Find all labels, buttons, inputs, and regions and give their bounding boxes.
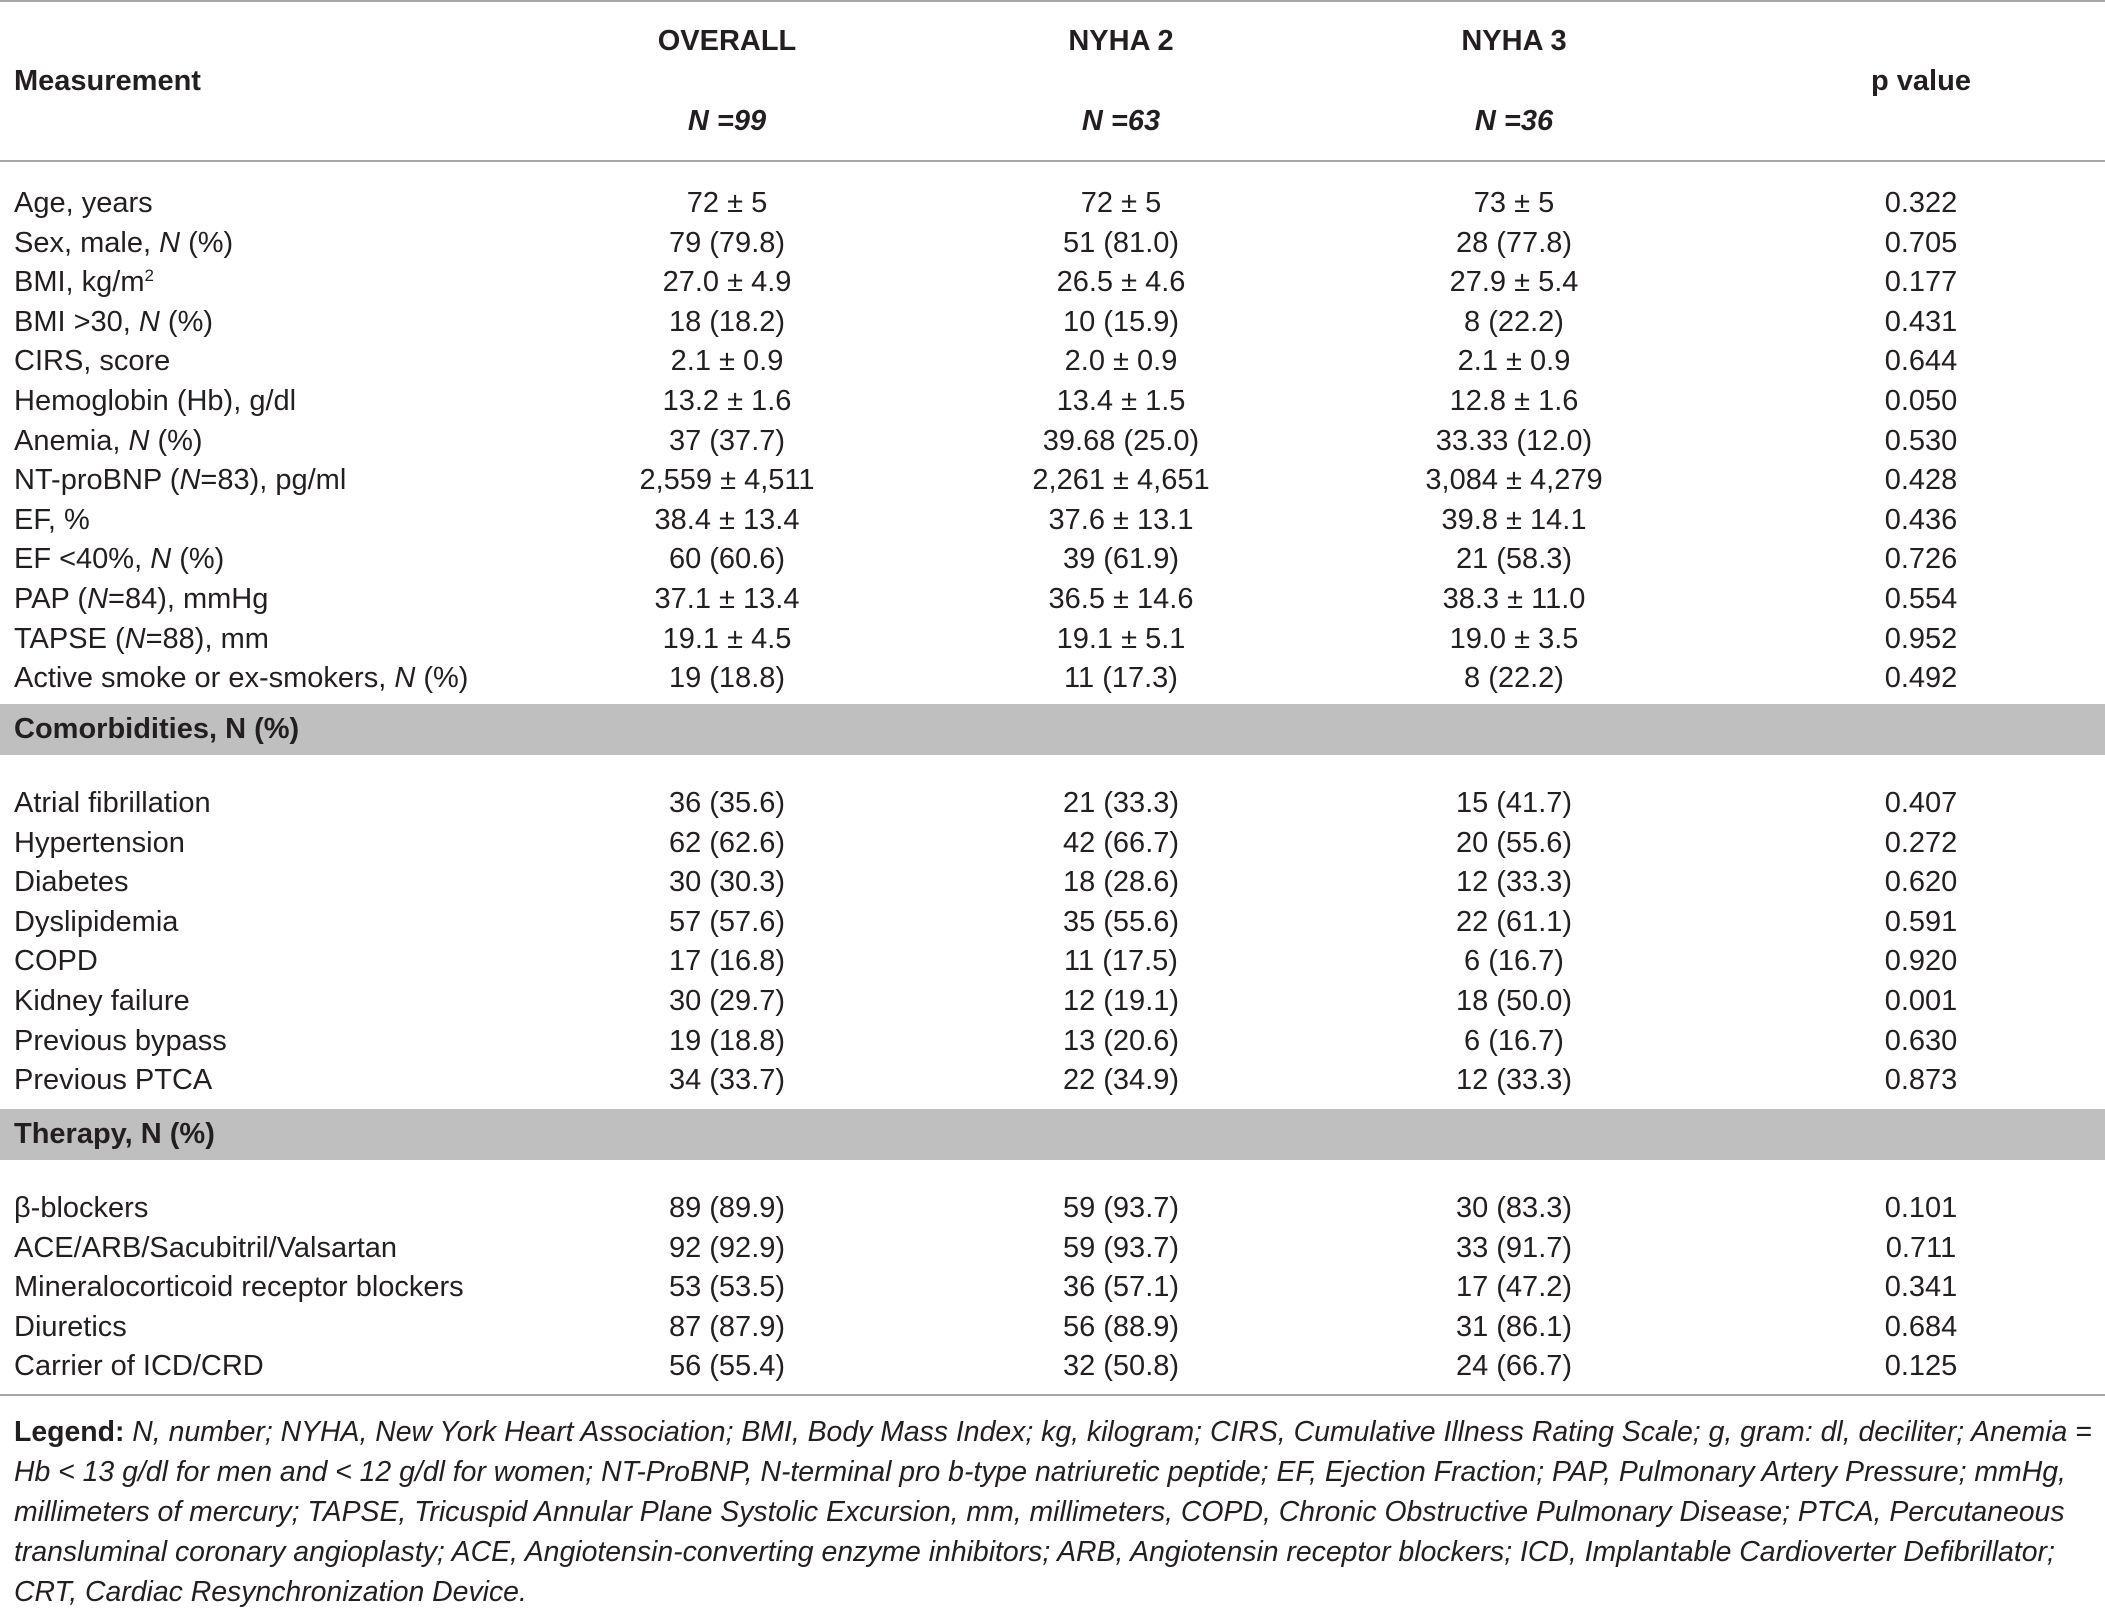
cell-overall: 13.2 ± 1.6: [662, 385, 792, 417]
table-row: [0, 981, 2105, 1021]
table-row: [0, 341, 2105, 381]
cell-nyha2: 11 (17.3): [1064, 662, 1178, 695]
row-label: CIRS, score: [14, 345, 171, 378]
cell-nyha2: 36.5 ± 14.6: [1048, 583, 1194, 615]
bottom-rule: [0, 1394, 2105, 1396]
cell-nyha3: 17 (47.2): [1455, 1271, 1573, 1304]
row-label: Kidney failure: [14, 985, 190, 1017]
cell-nyha2: 35 (55.6): [1062, 905, 1180, 938]
cell-nyha3: 12 (33.3): [1455, 1064, 1573, 1097]
row-label: Mineralocorticoid receptor blockers: [14, 1271, 464, 1304]
top-rule: [0, 0, 2105, 2]
cell-nyha2: 2.0 ± 0.9: [1064, 345, 1178, 378]
row-label: Age, years: [14, 187, 153, 219]
cell-nyha2: 10 (15.9): [1062, 305, 1180, 338]
cell-nyha2: 59 (93.7): [1062, 1192, 1180, 1224]
table-row: [0, 1021, 2105, 1061]
cell-overall: 19.1 ± 4.5: [662, 622, 792, 655]
row-label: EF <40%, N (%): [14, 543, 225, 576]
header-rule: [0, 160, 2105, 162]
cell-p: 0.726: [1884, 543, 1958, 576]
cell-p: 0.644: [1884, 345, 1958, 378]
cell-nyha3: 18 (50.0): [1455, 985, 1573, 1017]
cell-nyha3: 30 (83.3): [1455, 1192, 1573, 1224]
cell-p: 0.492: [1884, 662, 1958, 695]
cell-nyha2: 18 (28.6): [1062, 866, 1180, 899]
cell-nyha2: 39 (61.9): [1062, 543, 1180, 576]
cell-p: 0.407: [1884, 787, 1958, 819]
cell-p: 0.177: [1884, 266, 1958, 299]
cell-overall: 17 (16.8): [668, 945, 786, 978]
cell-overall: 2,559 ± 4,511: [639, 464, 815, 497]
cell-nyha2: 56 (88.9): [1062, 1310, 1180, 1343]
row-label: EF, %: [14, 503, 90, 536]
table-row: [0, 302, 2105, 342]
cell-overall: 87 (87.9): [668, 1310, 786, 1343]
cell-p: 0.591: [1884, 905, 1958, 938]
row-label: Atrial fibrillation: [14, 787, 211, 819]
cell-p: 0.272: [1884, 826, 1958, 859]
row-label: Carrier of ICD/CRD: [14, 1350, 264, 1383]
row-label: Diabetes: [14, 866, 129, 899]
cell-p: 0.341: [1884, 1271, 1958, 1304]
cell-nyha2: 12 (19.1): [1062, 985, 1180, 1017]
cell-nyha3: 39.8 ± 14.1: [1441, 503, 1587, 536]
cell-overall: 89 (89.9): [668, 1192, 786, 1224]
cell-p: 0.001: [1884, 985, 1958, 1017]
table-row: [0, 262, 2105, 302]
table-row: [0, 1060, 2105, 1100]
cell-nyha2: 22 (34.9): [1062, 1064, 1180, 1097]
cell-overall: 57 (57.6): [668, 905, 786, 938]
cell-nyha2: 26.5 ± 4.6: [1056, 266, 1186, 299]
cell-nyha3: 6 (16.7): [1464, 1024, 1564, 1057]
cell-overall: 34 (33.7): [668, 1064, 786, 1097]
cell-p: 0.705: [1884, 226, 1958, 259]
cell-nyha3: 31 (86.1): [1455, 1310, 1573, 1343]
cell-overall: 19 (18.8): [668, 1024, 786, 1057]
header-nyha3-n: N =36: [1474, 105, 1554, 137]
table-row: [0, 941, 2105, 981]
table-row: [0, 619, 2105, 659]
cell-overall: 53 (53.5): [668, 1271, 786, 1304]
row-label: NT-proBNP (N=83), pg/ml: [14, 464, 347, 497]
table-row: [0, 862, 2105, 902]
table-row: [0, 902, 2105, 942]
row-label: Dyslipidemia: [14, 905, 179, 938]
table-row: [0, 223, 2105, 263]
cell-nyha3: 12 (33.3): [1455, 866, 1573, 899]
table-row: [0, 539, 2105, 579]
row-label: Anemia, N (%): [14, 424, 203, 457]
table-row: [0, 658, 2105, 698]
row-label: Previous PTCA: [14, 1064, 213, 1097]
table-row: [0, 1307, 2105, 1347]
header-nyha2: NYHA 2: [1068, 25, 1174, 57]
cell-p: 0.554: [1884, 583, 1958, 615]
table-row: [0, 421, 2105, 461]
cell-nyha2: 19.1 ± 5.1: [1056, 622, 1186, 655]
legend-label: Legend:: [14, 1416, 125, 1448]
cell-overall: 37.1 ± 13.4: [654, 583, 800, 615]
cell-overall: 37 (37.7): [668, 424, 786, 457]
cell-nyha2: 37.6 ± 13.1: [1048, 503, 1194, 536]
cell-p: 0.684: [1884, 1310, 1958, 1343]
cell-nyha2: 72 ± 5: [1080, 187, 1162, 219]
table-row: [0, 1188, 2105, 1228]
cell-nyha3: 12.8 ± 1.6: [1449, 385, 1579, 417]
header-nyha2-n: N =63: [1081, 105, 1161, 137]
cell-nyha3: 22 (61.1): [1455, 905, 1573, 938]
cell-overall: 27.0 ± 4.9: [662, 266, 792, 299]
header-nyha3: NYHA 3: [1461, 25, 1567, 57]
cell-overall: 19 (18.8): [668, 662, 786, 695]
row-label: Diuretics: [14, 1310, 127, 1343]
cell-p: 0.952: [1884, 622, 1958, 655]
row-label: β-blockers: [14, 1192, 149, 1224]
row-label: Active smoke or ex-smokers, N (%): [14, 662, 469, 695]
cell-overall: 62 (62.6): [668, 826, 786, 859]
cell-nyha2: 21 (33.3): [1062, 787, 1180, 819]
cell-nyha3: 15 (41.7): [1455, 787, 1573, 819]
cell-nyha2: 13 (20.6): [1062, 1024, 1180, 1057]
row-label: PAP (N=84), mmHg: [14, 583, 269, 615]
cell-nyha2: 13.4 ± 1.5: [1056, 385, 1186, 417]
cell-nyha3: 27.9 ± 5.4: [1449, 266, 1579, 299]
cell-overall: 18 (18.2): [668, 305, 786, 338]
cell-p: 0.630: [1884, 1024, 1958, 1057]
cell-p: 0.920: [1884, 945, 1958, 978]
cell-overall: 38.4 ± 13.4: [654, 503, 800, 536]
section-therapy-title: Therapy, N (%): [14, 1118, 215, 1150]
header-p-value: p value: [1871, 65, 1971, 97]
cell-nyha3: 2.1 ± 0.9: [1457, 345, 1571, 378]
row-label: Hemoglobin (Hb), g/dl: [14, 385, 297, 417]
table-row: [0, 823, 2105, 863]
row-label: Hypertension: [14, 826, 185, 859]
table-row: [0, 500, 2105, 540]
cell-p: 0.322: [1884, 187, 1958, 219]
cell-p: 0.125: [1884, 1350, 1958, 1383]
cell-nyha3: 8 (22.2): [1464, 662, 1564, 695]
header-overall-n: N =99: [687, 105, 767, 137]
table-row: [0, 783, 2105, 823]
cell-overall: 56 (55.4): [668, 1350, 786, 1383]
cell-nyha2: 51 (81.0): [1062, 226, 1180, 259]
cell-nyha3: 33.33 (12.0): [1435, 424, 1593, 457]
row-label: COPD: [14, 945, 98, 978]
table-row: [0, 381, 2105, 421]
table-row: [0, 1228, 2105, 1268]
row-label: BMI, $kg/m^2$: [14, 266, 154, 299]
cell-nyha3: 19.0 ± 3.5: [1449, 622, 1579, 655]
cell-nyha3: 6 (16.7): [1464, 945, 1564, 978]
cell-overall: 60 (60.6): [668, 543, 786, 576]
cell-nyha3: 73 ± 5: [1473, 187, 1555, 219]
cell-nyha3: 8 (22.2): [1464, 305, 1564, 338]
cell-nyha2: 42 (66.7): [1062, 826, 1180, 859]
cell-overall: 36 (35.6): [668, 787, 786, 819]
legend-text: N, number; NYHA, New York Heart Association; BMI, Body Mass Index; kg, kilogram; CIRS, Cumulative Illness Rating Scale; g, gram: dl, deciliter; Anemia = Hb < 13 g/dl for men and < 12 g/dl for women; NT-ProBNP, N-terminal pro b-type natriuretic peptide; EF, Ejection Fraction; PAP, Pulmonary Artery Pressure; mmHg, millimeters of mercury; TAPSE, Tricuspid Annular Plane Systolic Excursion, mm, millimeters, COPD, Chronic Obstructive Pulmonary Disease; PTCA, Percutaneous transluminal coronary angioplasty; ACE, Angiotensin-converting enzyme inhibitors; ARB, Angiotensin receptor blockers; ICD, Implantable Cardioverter Defibrillator; CRT, Cardiac Resynchronization Device.: [14, 1416, 2092, 1608]
cell-p: 0.873: [1884, 1064, 1958, 1097]
cell-nyha2: 2,261 ± 4,651: [1032, 464, 1210, 497]
cell-nyha3: 20 (55.6): [1455, 826, 1573, 859]
cell-overall: 2.1 ± 0.9: [670, 345, 784, 378]
table-legend: [14, 1412, 2094, 1612]
row-label: TAPSE (N=88), mm: [14, 622, 269, 655]
cell-p: 0.431: [1884, 305, 1958, 338]
cell-overall: 92 (92.9): [668, 1231, 786, 1264]
cell-nyha2: 39.68 (25.0): [1042, 424, 1200, 457]
table-row: [0, 460, 2105, 500]
row-label: Sex, male, N (%): [14, 226, 234, 259]
table-row: [0, 1267, 2105, 1307]
cell-p: 0.711: [1885, 1231, 1957, 1264]
cell-nyha3: 38.3 ± 11.0: [1442, 583, 1586, 615]
cell-p: 0.620: [1884, 866, 1958, 899]
section-therapy: [0, 1109, 2105, 1160]
header-overall: OVERALL: [657, 25, 797, 57]
cell-p: 0.101: [1884, 1192, 1958, 1224]
cell-nyha3: 33 (91.7): [1455, 1231, 1573, 1264]
cell-nyha2: 36 (57.1): [1062, 1271, 1180, 1304]
table-row: [0, 579, 2105, 619]
row-label: ACE/ARB/Sacubitril/Valsartan: [14, 1231, 398, 1264]
cell-nyha3: 21 (58.3): [1455, 543, 1573, 576]
cell-nyha3: 28 (77.8): [1455, 226, 1573, 259]
header-measurement: Measurement: [14, 65, 201, 97]
section-comorbidities-title: Comorbidities, N (%): [14, 713, 300, 745]
row-label: BMI >30, N (%): [14, 305, 214, 338]
section-comorbidities: [0, 704, 2105, 755]
cell-overall: 30 (29.7): [668, 985, 786, 1017]
cell-overall: 30 (30.3): [668, 866, 786, 899]
table-row: [0, 183, 2105, 223]
cell-nyha2: 11 (17.5): [1064, 945, 1178, 978]
cell-nyha3: 3,084 ± 4,279: [1425, 464, 1603, 497]
cell-p: 0.050: [1884, 385, 1958, 417]
cell-p: 0.530: [1884, 424, 1958, 457]
cell-overall: 79 (79.8): [668, 226, 786, 259]
row-label: Previous bypass: [14, 1024, 227, 1057]
cell-p: 0.428: [1884, 464, 1958, 497]
cell-nyha3: 24 (66.7): [1455, 1350, 1573, 1383]
cell-nyha2: 32 (50.8): [1062, 1350, 1180, 1383]
cell-p: 0.436: [1884, 503, 1958, 536]
cell-nyha2: 59 (93.7): [1062, 1231, 1180, 1264]
table-row: [0, 1346, 2105, 1386]
cell-overall: 72 ± 5: [686, 187, 768, 219]
